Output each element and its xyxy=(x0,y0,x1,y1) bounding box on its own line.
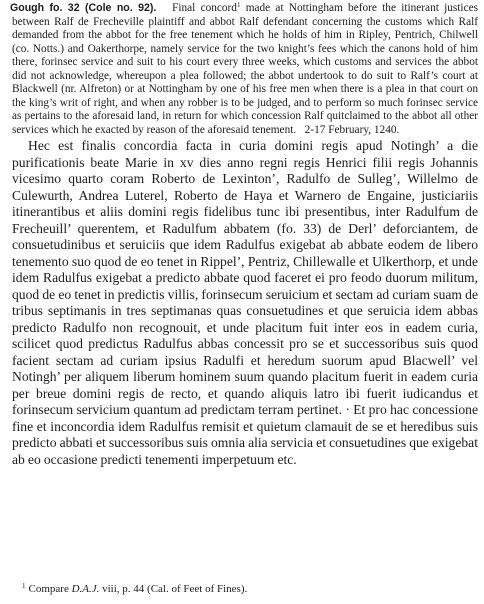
footnote-source: D.A.J. xyxy=(71,583,100,595)
source-heading: Gough fo. 32 (Cole no. 92). xyxy=(10,2,157,14)
footnote-suffix: viii, p. 44 (Cal. of Feet of Fines). xyxy=(99,583,248,595)
footnote-reference: 1 xyxy=(236,1,241,9)
footnote-marker: 1 xyxy=(22,582,26,590)
abstract-date: 2-17 February, 1240. xyxy=(304,123,400,136)
footnote-prefix: Compare xyxy=(28,583,72,595)
latin-text: Hec est finalis concordia facta in curia domini regis apud Notingh’ a die purificationis beate Marie in xv dies anno regni regis Henrici filii regis Johannis vicesimo quarto coram Roberto de Lexinton’, Radulfo de Sulleg’, Willelmo de Culewurth, Andrea Luterel, Roberto de Haya et Warnero de Engaine, justiciariis itinerantibus et aliis domini regis fidelibus tunc ibi presentibus, inter Radulfum de Frecheuill’ querentem, et Radulfum abbatem (fo. 33) de Derl’ deforciantem, de consuetudinibus et seruiciis que idem Radulfus exigebat ab abbate eodem de libero tenemento suo quod de eo tenet in Rippel’, Pentriz, Chillewalle et Ulkerthorp, et unde idem Radulfus exigebat a predicto abbate quod faceret ei pro feodo duorum militum, quod de eo tenet in predictis villis, forinsecum seruicium et sectam ad curiam suam de tribus septimanis in tres septimanas quas consuetudines et que seruicia idem abbas predicto Radulfo non recognouit, et unde placitum fuit inter eos in eadem curia, scilicet quod predictus Radulfus abbas concessit pro se et successoribus suis quod facient sectam ad curiam ipsius Radulfi et heredum suorum apud Blacwell’ vel Notingh’ per aliquem liberum hominem suum quando placitum fuerit in eadem curia per breue domini regis de recto, et quando aliquis latro ibi fuerit iudicandus et forinsecum servicium quantum ad predictam terram pertinet. · Et pro hac concessione fine et inconcordia idem Radulfus remisit et quietum clamauit de se et heredibus suis predicto abbati et successoribus suis omnia alia servicia et consuetudines que exigebat ab eo occasione predicti tenementi imperpetuum etc. xyxy=(12,138,478,467)
abstract-text-lead: Final concord xyxy=(172,2,237,14)
abstract-text: made at Nottingham before the itinerant justices between Ralf de Frecheville plaintiff and abbot Ralf defendant concerning the customs which Ralf demanded from the abbot for the free tenement which he holds of him in Ripley, Pentrich, Chilwell (co. Notts.) and Oakerthorpe, namely service for the two knight’s fees which the canons hold of him there, forinsec service and suit to his court every three weeks, which customs and services the abbot did not acknowledge, whereupon a plea followed; the abbot undertook to do suit to Ralf’s court at Blackwell (nr. Alfreton) or at Nottingham by one of his free men when there is a plea in that court on the king’s writ of right, and when any robber is to be judged, and to perform so much forinsec service as pertains to the aforesaid land, in return for which concession Ralf quitclaimed to the abbot all other services which he exacted by reason of the aforesaid tenement. xyxy=(12,2,478,136)
footnote xyxy=(22,583,247,596)
english-abstract xyxy=(12,2,478,137)
